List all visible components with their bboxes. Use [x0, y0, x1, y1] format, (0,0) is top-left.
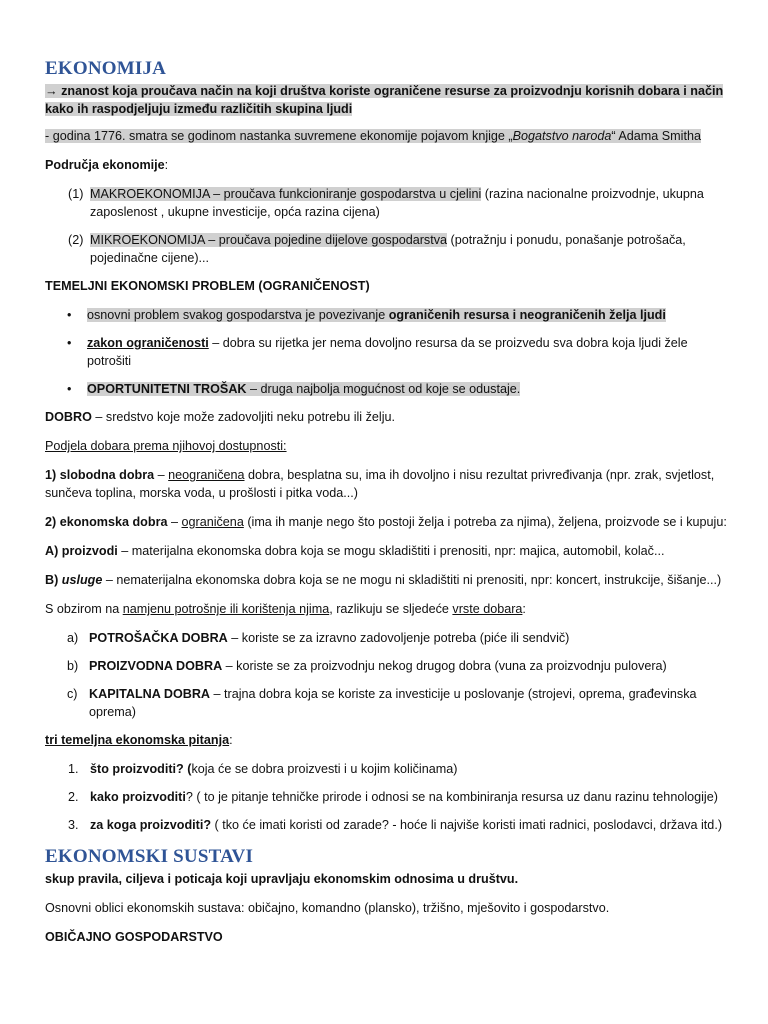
list-item — [45, 231, 735, 267]
list-item-highlight: MAKROEKONOMIJA – proučava funkcioniranje gospodarstva u cjelini — [90, 187, 482, 201]
term: što proizvoditi? ( — [90, 762, 192, 776]
list-item-text — [90, 185, 735, 221]
list-item-text — [89, 657, 735, 675]
list-item — [45, 657, 735, 675]
text: , razlikuju se sljedeće — [329, 602, 453, 616]
description: ( tko će imati koristi od zarade? - hoće li najviše koristi imati radnici, poslodavci, država itd.) — [211, 818, 723, 832]
underlined-text: vrste dobara — [452, 602, 523, 616]
problem-heading: TEMELJNI EKONOMSKI PROBLEM (OGRANIČENOST) — [45, 279, 370, 293]
year-text-pre: - godina 1776. smatra se godinom nastanka suvremene ekonomije pojavom knjige „ — [45, 129, 513, 143]
definition-ekonomija — [45, 82, 735, 118]
list-item-text — [90, 231, 735, 267]
underlined-term: neograničena — [168, 468, 245, 482]
list-marker: b) — [67, 659, 79, 673]
problem-bullets — [45, 306, 735, 398]
usluge — [45, 571, 735, 589]
areas-colon: : — [164, 158, 169, 172]
sustav-definition: skup pravila, ciljeva i poticaja koji upravljaju ekonomskim odnosima u društvu. — [45, 872, 519, 886]
list-item-text — [90, 760, 735, 778]
description: ? ( to je pitanje tehničke prirode i odnosi se na kombiniranja resursa uz danu razinu tehnologije) — [185, 790, 718, 804]
term: kako proizvoditi — [90, 790, 186, 804]
year-text-post: “ Adama Smitha — [611, 129, 701, 143]
obicajno-heading: OBIČAJNO GOSPODARSTVO — [45, 930, 223, 944]
list-marker: 2. — [68, 790, 79, 804]
dash: – — [167, 515, 182, 529]
bullet-highlight — [87, 308, 666, 322]
bullet-item — [45, 306, 735, 324]
bullet-text — [87, 380, 735, 398]
term: KAPITALNA DOBRA — [89, 687, 211, 701]
dobro-text: – sredstvo koje može zadovoljiti neku potrebu ili želju. — [91, 410, 395, 424]
list-marker: c) — [67, 687, 78, 701]
book-title: Bogatstvo naroda — [512, 129, 612, 143]
dash: – — [154, 468, 169, 482]
areas-list — [45, 185, 735, 267]
bullet-glyph: • — [67, 336, 72, 350]
list-item-rest: (potražnju i ponudu, ponašanje potrošača, pojedinačne cijene)... — [90, 233, 686, 265]
heading-ekonomski-sustavi: EKONOMSKI SUSTAVI — [45, 846, 254, 867]
year-paragraph — [45, 127, 735, 145]
bullet-text-bold: OPORTUNITETNI TROŠAK — [87, 382, 247, 396]
bullet-glyph: • — [67, 308, 72, 322]
definition-text: → znanost koja proučava način na koji društva koriste ograničene resurse za proizvodnju korisnih dobara i način kako ih raspodjeljuju između različitih skupina ljudi — [45, 84, 724, 116]
dobro-definition — [45, 408, 735, 426]
bullet-text-rest: – druga najbolja mogućnost od koje se odustaje. — [246, 382, 521, 396]
description: – materijalna ekonomska dobra koja se mogu skladištiti i prenositi, npr: majica, automobil, kolač... — [117, 544, 665, 558]
tri-pitanja-heading — [45, 731, 735, 749]
ekonomska-dobra — [45, 513, 735, 531]
underlined-term: ograničena — [181, 515, 244, 529]
podjela-text: Podjela dobara prema njihovoj dostupnosti: — [45, 439, 287, 453]
description: – koriste se za izravno zadovoljenje potreba (piće ili sendvič) — [227, 631, 570, 645]
list-item-highlight: MIKROEKONOMIJA – proučava pojedine dijelove gospodarstva — [90, 233, 448, 247]
bullet-glyph: • — [67, 382, 72, 396]
list-marker: 1. — [68, 762, 79, 776]
description: – koriste se za proizvodnju nekog drugog dobra (vuna za proizvodnju pulovera) — [222, 659, 667, 673]
term: A) proizvodi — [45, 544, 118, 558]
bullet-highlight — [87, 382, 520, 396]
types-list — [45, 629, 735, 721]
list-item — [45, 760, 735, 778]
areas-heading — [45, 156, 735, 174]
list-marker: 3. — [68, 818, 79, 832]
list-item — [45, 816, 735, 834]
colon: : — [522, 602, 526, 616]
term: POTROŠAČKA DOBRA — [89, 631, 228, 645]
list-item — [45, 788, 735, 806]
podjela-heading — [45, 437, 735, 455]
list-item-text — [90, 816, 735, 834]
list-item — [45, 185, 735, 221]
year-highlight — [45, 129, 701, 143]
underlined-text: namjenu potrošnje ili korištenja njima — [122, 602, 330, 616]
colon: : — [229, 733, 233, 747]
namjena-paragraph — [45, 600, 735, 618]
document-page — [45, 58, 735, 957]
bullet-text-rest: – dobra su rijetka jer nema dovoljno resursa da se proizvedu sva dobra koja ljudi žele potrošiti — [87, 336, 688, 368]
areas-label: Područja ekonomije — [45, 158, 165, 172]
list-item-text — [90, 788, 735, 806]
bullet-text — [87, 334, 735, 370]
bullet-text-bold: ograničenih resursa i neograničenih želja ljudi — [388, 308, 666, 322]
list-item-text — [89, 685, 735, 721]
questions-list — [45, 760, 735, 834]
oblici-paragraph: Osnovni oblici ekonomskih sustava: običajno, komandno (plansko), tržišno, mješovito i gospodarstvo. — [45, 901, 610, 915]
list-item-text — [89, 629, 735, 647]
description: (ima ih manje nego što postoji želja i potreba za njima), željena, proizvode se i kupuju: — [243, 515, 727, 529]
slobodna-dobra — [45, 466, 735, 502]
term: 1) slobodna dobra — [45, 468, 155, 482]
list-marker: a) — [67, 631, 79, 645]
description: – trajna dobra koja se koriste za investicije u poslovanje (strojevi, oprema, građevinska oprema) — [89, 687, 697, 719]
term: usluge — [61, 573, 103, 587]
description: koja će se dobra proizvesti i u kojim količinama) — [191, 762, 458, 776]
heading-ekonomija: EKONOMIJA — [45, 58, 167, 79]
bullet-text — [87, 306, 735, 324]
term: za koga proizvoditi? — [90, 818, 212, 832]
proizvodi — [45, 542, 735, 560]
list-marker: (2) — [68, 233, 84, 247]
term: PROIZVODNA DOBRA — [89, 659, 223, 673]
term-prefix: B) — [45, 573, 62, 587]
list-item-rest: (razina nacionalne proizvodnje, ukupna zaposlenost , ukupne investicije, opća razina cijena) — [90, 187, 704, 219]
description: – nematerijalna ekonomska dobra koja se ne mogu ni skladištiti ni prenositi, npr: koncert, instrukcije, šišanje...) — [102, 573, 722, 587]
underlined-term: tri temeljna ekonomska pitanja — [45, 733, 230, 747]
bullet-item — [45, 380, 735, 398]
term: 2) ekonomska dobra — [45, 515, 168, 529]
list-item — [45, 629, 735, 647]
list-marker: (1) — [68, 187, 84, 201]
description: dobra, besplatna su, ima ih dovoljno i nisu rezultat privređivanja (npr. zrak, svjetlost, sunčeva toplina, morska voda, u prošlosti i pitka voda...) — [45, 468, 715, 500]
text: S obzirom na — [45, 602, 123, 616]
bullet-item — [45, 334, 735, 370]
dobro-term: DOBRO — [45, 410, 92, 424]
list-item — [45, 685, 735, 721]
bullet-text-a: osnovni problem svakog gospodarstva je povezivanje — [87, 308, 389, 322]
bullet-text-bold: zakon ograničenosti — [87, 336, 209, 350]
